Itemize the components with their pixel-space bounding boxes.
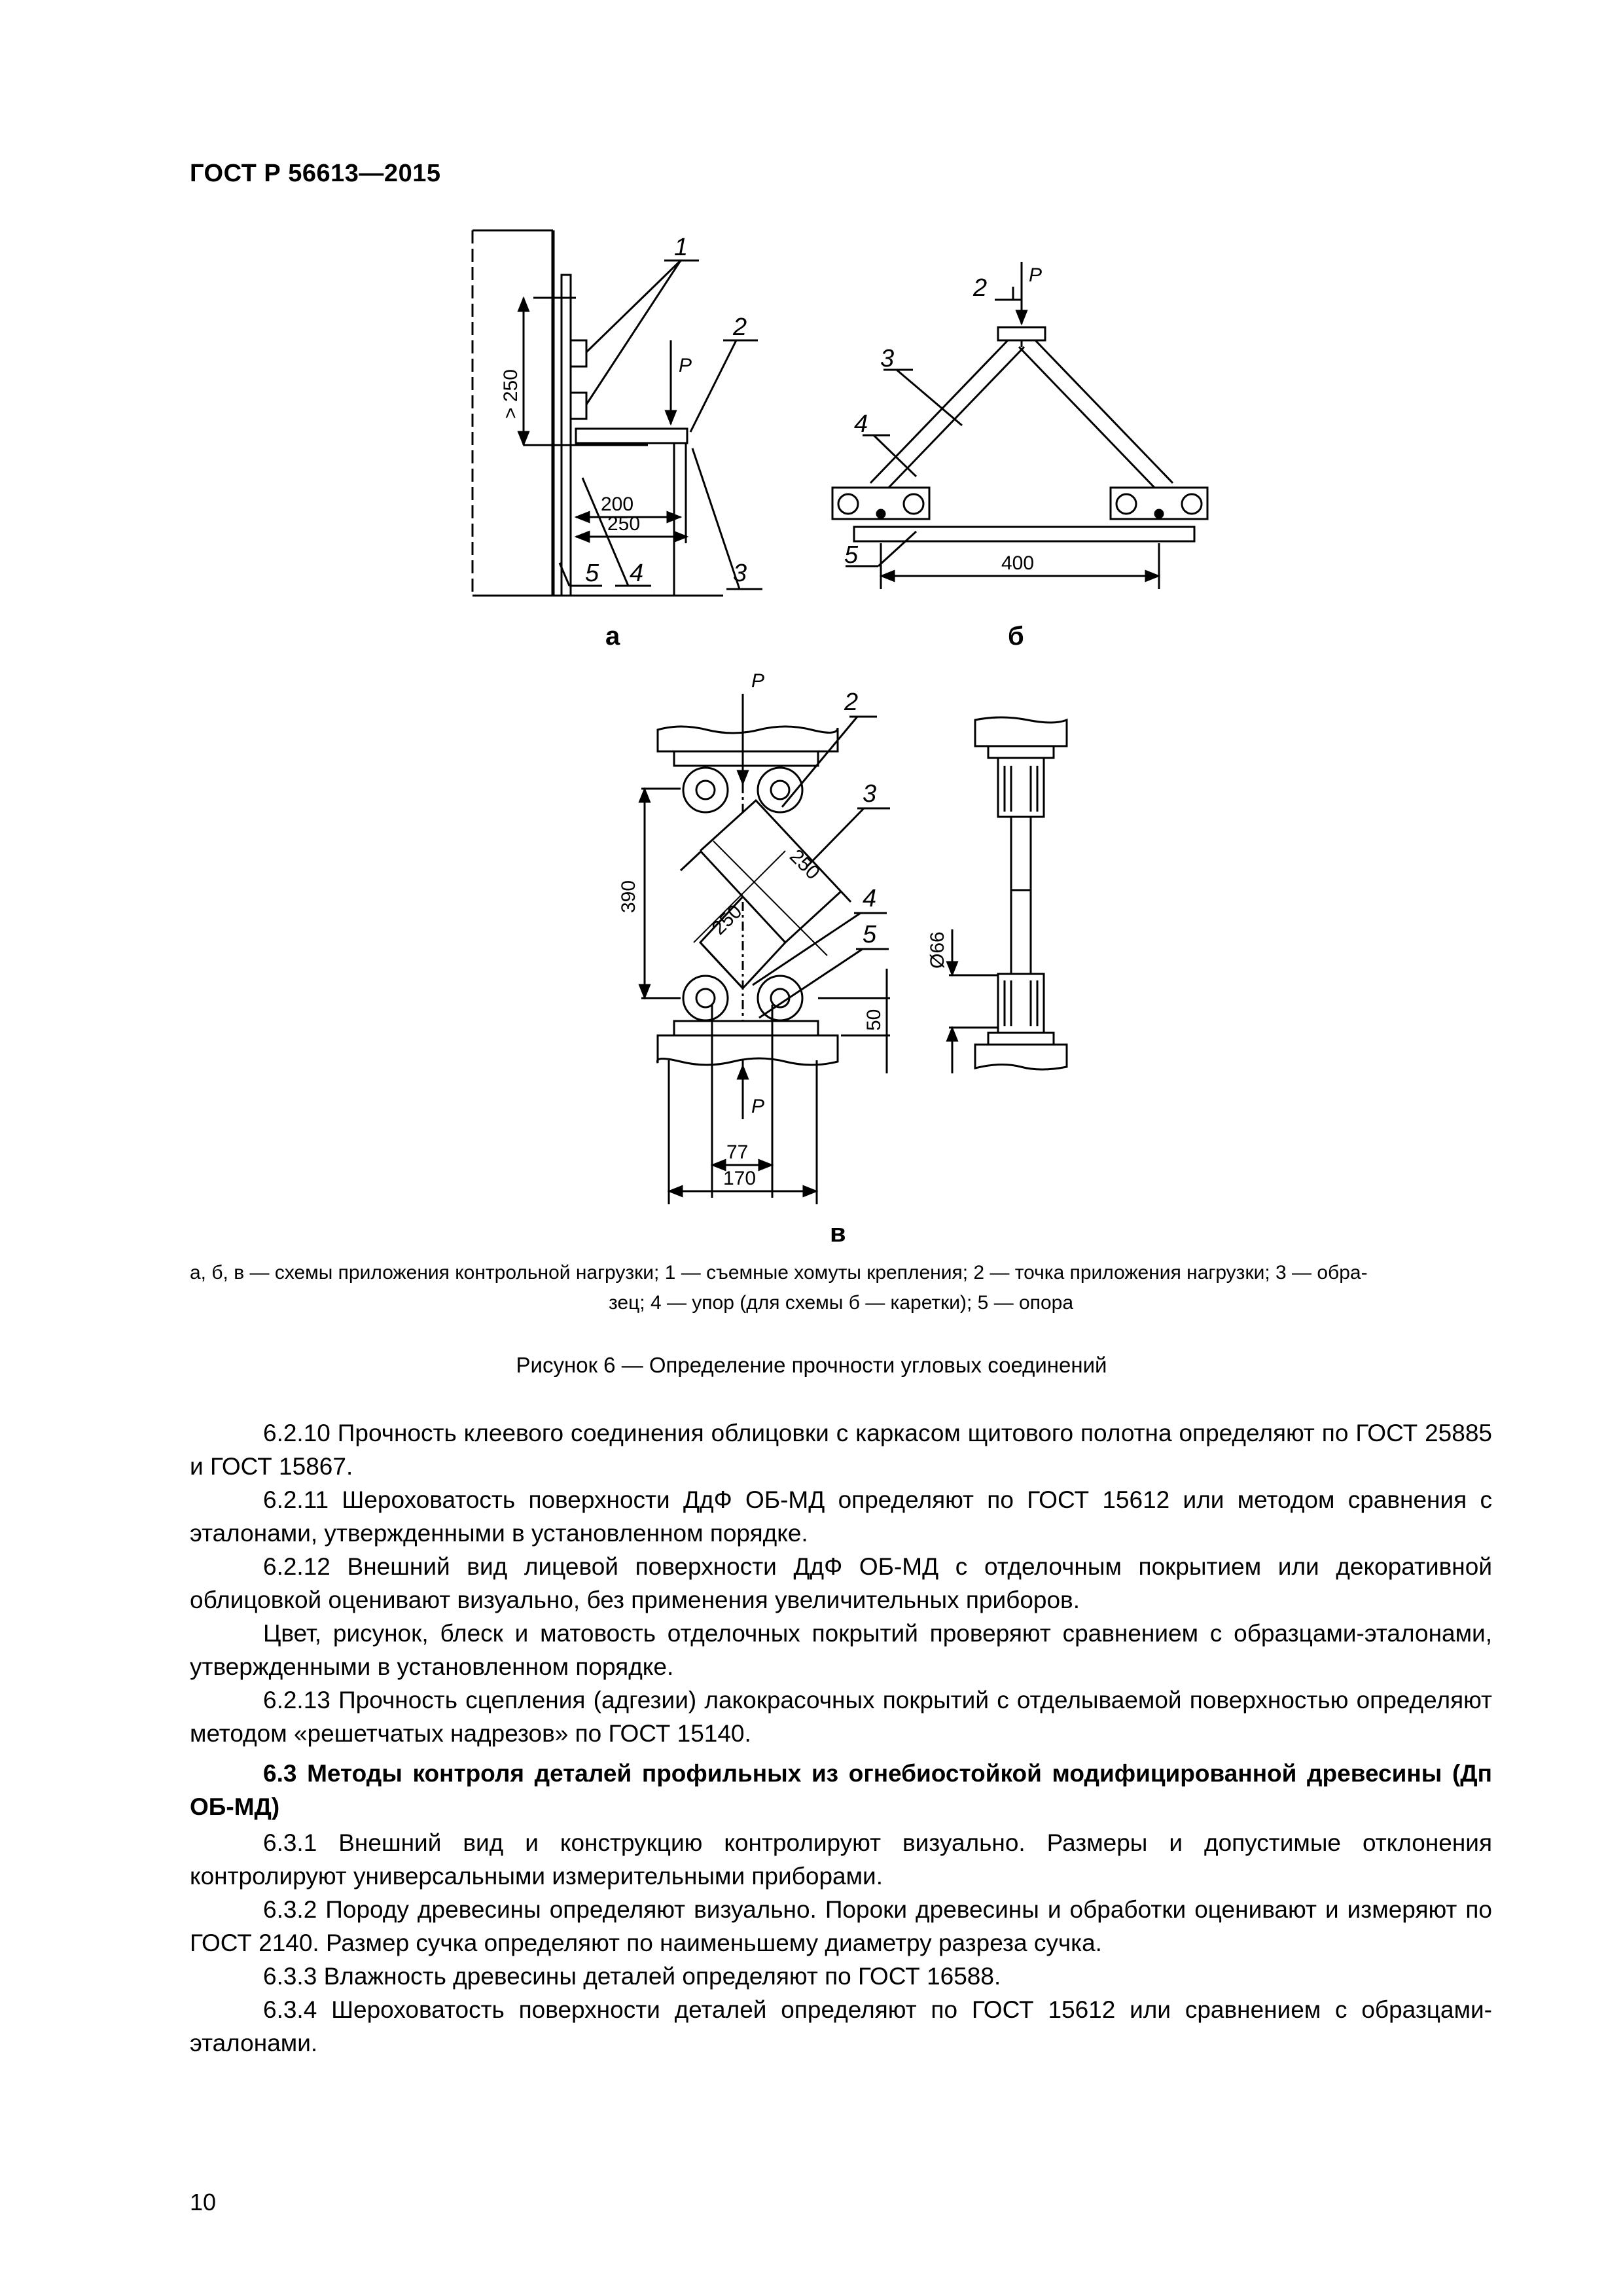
view-c-label-part-5: 5 — [863, 921, 877, 948]
paragraph-6-2-13: 6.2.13 Прочность сцепления (адгезии) лакокрасочных покрытий с отделываемой поверхностью определяют методом «решетчатых надрезов» по ГОСТ 15140. — [190, 1687, 1492, 1747]
view-c-label-part-3: 3 — [863, 780, 877, 808]
view-b-label-load: P — [1029, 264, 1043, 286]
paragraph-6-3-3: 6.3.3 Влажность древесины деталей определяют по ГОСТ 16588. — [263, 1963, 1001, 1990]
view-c-dim-250-a: 250 — [785, 845, 824, 884]
view-b-label-part-5: 5 — [844, 541, 859, 569]
view-a-label-part-3: 3 — [733, 560, 747, 587]
view-a-dim-250-vertical: > 250 — [500, 369, 522, 419]
section-heading-6-3: 6.3 Методы контроля деталей профильных из огнебиостойкой модифицированной древесины (Дп ОБ-МД) — [190, 1760, 1492, 1820]
page-number: 10 — [190, 2189, 217, 2215]
view-a-label-part-1: 1 — [674, 234, 688, 261]
view-c-label-part-4: 4 — [863, 885, 877, 912]
figure-caption: Рисунок 6 — Определение прочности угловых соединений — [516, 1353, 1107, 1377]
view-a-dim-200: 200 — [601, 493, 634, 515]
paragraph-6-3-2: 6.3.2 Породу древесины определяют визуально. Пороки древесины и обработки оценивают и измеряют по ГОСТ 2140. Размер сучка определяют по наименьшему диаметру разреза сучка. — [190, 1896, 1492, 1956]
view-c-drawing — [641, 694, 890, 1204]
paragraph-6-3-4: 6.3.4 Шероховатость поверхности деталей определяют по ГОСТ 15612 или сравнением с образцами-эталонами. — [190, 1996, 1492, 2056]
view-c-label-part-2: 2 — [844, 689, 859, 716]
figure-legend-line-2: зец; 4 — упор (для схемы б — каретки); 5 — опора — [608, 1292, 1074, 1314]
view-c-dim-50: 50 — [863, 1009, 885, 1031]
view-c-dim-170: 170 — [723, 1168, 757, 1189]
view-b-drawing — [832, 262, 1207, 589]
view-b-label-part-4: 4 — [854, 410, 868, 438]
figure-legend-line-1: а, б, в — схемы приложения контрольной нагрузки; 1 — съемные хомуты крепления; 2 — точка приложения нагрузки; 3 — обра- — [190, 1262, 1368, 1283]
paragraph-6-2-12: 6.2.12 Внешний вид лицевой поверхности ДдФ ОБ-МД с отделочным покрытием или декоративной облицовкой оценивают визуально, без применения увеличительных приборов. — [190, 1553, 1492, 1613]
view-b-label-part-2: 2 — [973, 274, 988, 302]
view-a-label-part-2: 2 — [733, 314, 747, 341]
view-a-label-part-5: 5 — [585, 560, 599, 587]
view-b-dim-400: 400 — [1001, 552, 1035, 574]
document-header: ГОСТ Р 56613—2015 — [190, 160, 441, 187]
paragraph-6-2-11: 6.2.11 Шероховатость поверхности ДдФ ОБ-МД определяют по ГОСТ 15612 или методом сравнения с эталонами, утвержденными в установленном порядке. — [190, 1486, 1492, 1547]
view-c-side-drawing — [949, 717, 1067, 1073]
view-a-sublabel: а — [605, 622, 620, 651]
view-a-label-load: P — [679, 355, 692, 376]
view-c-dim-66: Ø66 — [927, 931, 948, 969]
paragraph-color: Цвет, рисунок, блеск и матовость отделочных покрытий проверяют сравнением с образцами-эталонами, утвержденными в установленном порядке. — [190, 1620, 1492, 1680]
paragraph-6-2-10: 6.2.10 Прочность клеевого соединения облицовки с каркасом щитового полотна определяют по ГОСТ 25885 и ГОСТ 15867. — [190, 1420, 1492, 1480]
view-b-label-part-3: 3 — [880, 345, 895, 372]
view-a-dim-250: 250 — [607, 513, 641, 535]
view-c-dim-77: 77 — [726, 1141, 749, 1163]
view-c-dim-250-b: 250 — [707, 901, 747, 939]
paragraph-6-3-1: 6.3.1 Внешний вид и конструкцию контролируют визуально. Размеры и допустимые отклонения контролируют универсальными измерительными приборами. — [190, 1829, 1492, 1890]
view-a-label-part-4: 4 — [630, 560, 644, 587]
body-text — [190, 1416, 1492, 2060]
view-b-sublabel: б — [1008, 622, 1024, 651]
view-a-labels — [500, 234, 747, 587]
view-c-label-load-top: P — [751, 670, 765, 692]
figure-legend — [190, 1258, 1492, 1318]
view-c-dim-390: 390 — [618, 880, 639, 913]
view-c-sublabel: в — [830, 1219, 846, 1247]
view-c-label-load-bottom: P — [751, 1096, 765, 1117]
